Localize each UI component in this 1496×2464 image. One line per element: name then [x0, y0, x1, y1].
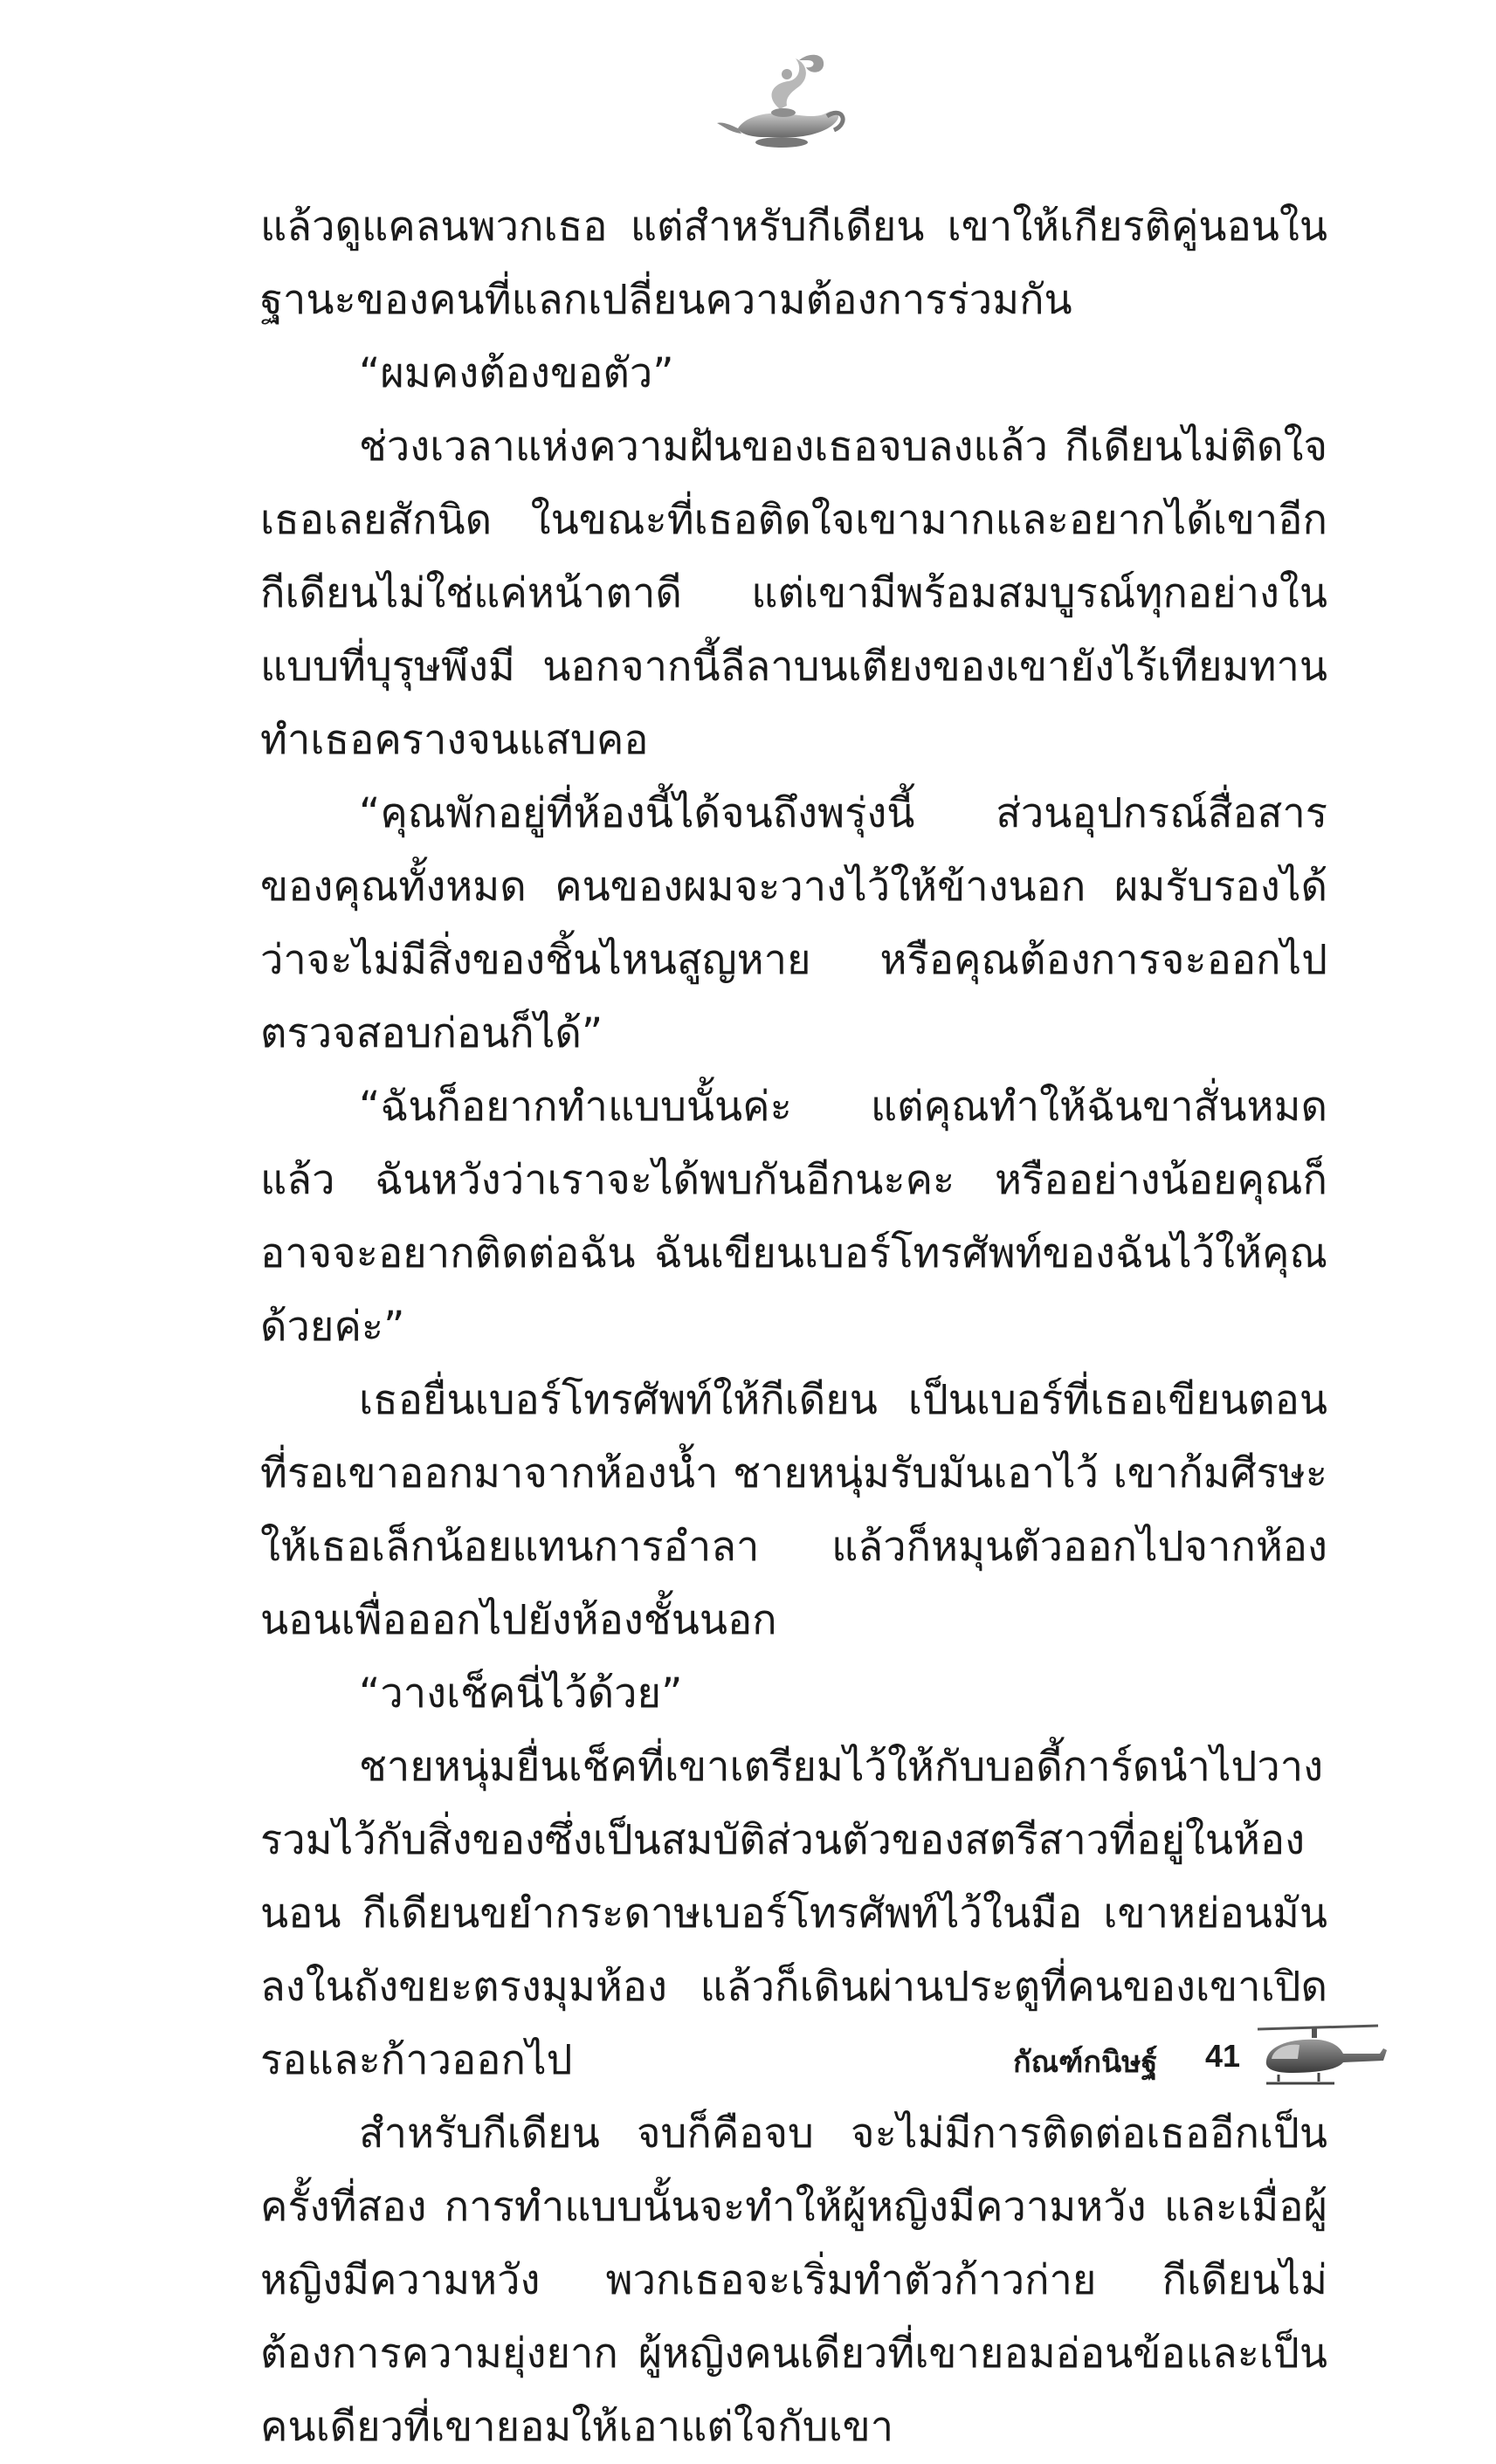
paragraph: “วางเช็คนี่ไว้ด้วย”	[359, 1669, 683, 1717]
paragraph: ช่วงเวลาแห่งความฝันของเธอจบลงแล้ว กีเดียนไม่ติดใจเธอเลยสักนิด ในขณะที่เธอติดใจเขามากและอยากได้เขาอีก กีเดียนไม่ใช่แค่หน้าตาดี แต่เขามีพร้อมสมบูรณ์ทุกอย่างในแบบที่บุรุษพึงมี นอกจากนี้ลีลาบนเตียงของเขายังไร้เทียมทาน ทำเธอครางจนแสบคอ	[260, 423, 1327, 764]
page-number: 41	[1205, 2038, 1241, 2074]
page-footer	[987, 2017, 1389, 2096]
paragraph: “คุณพักอยู่ที่ห้องนี้ได้จนถึงพรุ่งนี้ ส่วนอุปกรณ์สื่อสารของคุณทั้งหมด คนของผมจะวางไว้ให้ข้างนอก ผมรับรองได้ว่าจะไม่มีสิ่งของชิ้นไหนสูญหาย หรือคุณต้องการจะออกไปตรวจสอบก่อนก็ได้”	[260, 789, 1327, 1057]
paragraph: สำหรับกีเดียน จบก็คือจบ จะไม่มีการติดต่อเธออีกเป็นครั้งที่สอง การทำแบบนั้นจะทำให้ผู้หญิงมีความหวัง และเมื่อผู้หญิงมีความหวัง พวกเธอจะเริ่มทำตัวก้าวก่าย กีเดียนไม่ต้องการความยุ่งยาก ผู้หญิงคนเดียวที่เขายอมอ่อนข้อและเป็นคนเดียวที่เขายอมให้เอาแต่ใจกับเขา	[260, 2110, 1327, 2451]
helicopter-icon	[1249, 2019, 1389, 2094]
paragraph: เธอยื่นเบอร์โทรศัพท์ให้กีเดียน เป็นเบอร์ที่เธอเขียนตอนที่รอเขาออกมาจากห้องน้ำ ชายหนุ่มรับมันเอาไว้ เขาก้มศีรษะให้เธอเล็กน้อยแทนการอำลา แล้วก็หมุนตัวออกไปจากห้องนอนเพื่อออกไปยังห้องชั้นนอก	[260, 1376, 1327, 1644]
genie-lamp-icon	[712, 48, 851, 153]
paragraph: “ฉันก็อยากทำแบบนั้นค่ะ แต่คุณทำให้ฉันขาสั่นหมดแล้ว ฉันหวังว่าเราจะได้พบกันอีกนะคะ หรืออย่างน้อยคุณก็อาจจะอยากติดต่อฉัน ฉันเขียนเบอร์โทรศัพท์ของฉันไว้ให้คุณด้วยค่ะ”	[260, 1083, 1327, 1351]
page-body	[260, 190, 1327, 2464]
paragraph: ชายหนุ่มยื่นเช็คที่เขาเตรียมไว้ให้กับบอดี้การ์ดนำไปวางรวมไว้กับสิ่งของซึ่งเป็นสมบัติส่วนตัวของสตรีสาวที่อยู่ในห้องนอน กีเดียนขยำกระดาษเบอร์โทรศัพท์ไว้ในมือ เขาหย่อนมันลงในถังขยะตรงมุมห้อง แล้วก็เดินผ่านประตูที่คนของเขาเปิดรอและก้าวออกไป	[260, 1743, 1327, 2084]
paragraph: แล้วดูแคลนพวกเธอ แต่สำหรับกีเดียน เขาให้เกียรติคู่นอนในฐานะของคนที่แลกเปลี่ยนความต้องการร่วมกัน	[260, 203, 1327, 324]
paragraph: “ผมคงต้องขอตัว”	[359, 349, 674, 397]
book-title: กัณฑ์กนิษฐ์	[1013, 2045, 1158, 2080]
